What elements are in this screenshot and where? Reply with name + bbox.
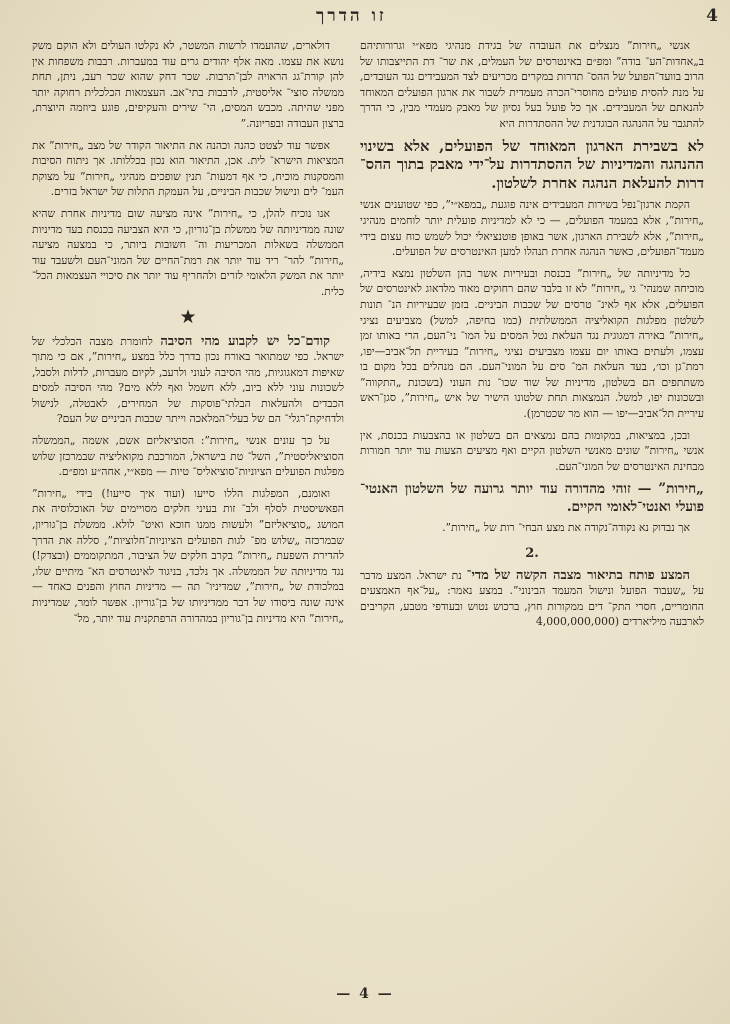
section-number: .2 — [525, 546, 539, 562]
paragraph: כל מדיניותה של „חירות” בכנסת ובעיריות אשר בהן השלטון נמצא בידיה, מוכיחה שמנהי־ גי „חירות” לא זו בלבד שהם רחוקים מאוד מלדאוג לאינטרסים של הפועלים, אלא אף לאינ־ טרסים של שכבות הביניים. בזמן שבעיריות הנ־ תונות לשלטון מפלגות הקואליציה הממשלתית (כמו בחיפה, למשל) מצביעים נציגי „חירות” באירה דמגוגית נגד העלאת נטל המסים על המו־ ני־העם, הרי באותו זמן עצמו, ולעתים באותו יום עצמו מצביעים נציגי „חירות” בעיריית תל־אביב—יפו, רמת־גן וכו׳, בעד העלאת המ־ סים על המוני־העם. הם מנהלים בכל מקום בו משתתפים הם בשלטון, מדיניות של שוד שכו־ נות העוני (בשכונת „התקווה” ובשכונות יפו, למשל. הנמצאות תחת שלטונו הישיר של איש „חירות”, סגן־ראש עיריית תל־אביב—יפו — הוא מר שכטרמן). — [360, 266, 704, 421]
bold-statement: לא בשבירת הארגון המאוחד של הפועלים, אלא בשינוי ההנהגה והמדיניות של ההסתדרות על־ידי מאבק בתוך ההס־ דרות להעלאת הנהגה אחרת לשלטון. — [360, 137, 704, 192]
page-number: — 4 — — [336, 986, 394, 1002]
paragraph: ובכן, במציאות, במקומות בהם נמצאים הם בשלטון או בהצבעות בכנסת, אין אנשי „חירות” שונים מאנשי השלטון הקיים ואף מציעים הצעות עוד יותר חמורות מבחינת האינטרסים של המוני־העם. — [360, 428, 704, 473]
paragraph: על כך עונים אנשי „חירות”: הסוציאליזם אשם, אשמה „הממשלה הסוציאליסטית”, השל־ טת בישראל, המורכבת מקואליציה שבמרכזן שלוש מפלגות הפועלים הציוניות־סוציאליס־ טיות — מפא״י, אחה״ע ומפ״ם. — [32, 434, 344, 479]
header-page-ref: 4 — [706, 6, 718, 26]
paragraph — [360, 568, 704, 630]
paragraph: ואומנם, המפלגות הללו סייעו (ועוד איך סייעו!) בידי „חירות” הפאשיסטית לסלף ולב־ זות בעיני חלקים מסויימים של האוכלוסיה את המושג „סוציאליזם” ולעשות ממנו חוכא ואיט־ לולא. ממשלת בן־גוריון, שבמרכזה „שלוש מפ־ לגות הפועלים הציוניות־חלוציות”, סללה את הדרך להדירת השפעת „חירות” בקרב חלקים של הציבור, המתקוממים (ובצדק!) נגד מדיניותה של הממשלה. אך נלכד, בניגוד לאינטרסים הא־ מיתיים שלו, במלכודת של „חירות”, שמדיניו־ תה — מדיניות החוץ והפנים כאחד — אינה שונה ביסודו של דבר ממדיניותו של בן־גוריון. אפשר לומר, שמדיניות „חירות” היא מדיניות בן־גוריון במהדורה הרפתקנית עוד יותר, מל־ — [32, 486, 344, 625]
lead-in: המצע פותח בתיאור מצבה הקשה של מדי־ — [466, 567, 690, 583]
paragraph — [32, 334, 344, 428]
bold-statement: „חירות” — זוהי מהדורה עוד יותר גרועה של השלטון האנטי־ פועלי ואנטי־לאומי הקיים. — [360, 481, 704, 516]
paragraph: אפשר עוד לצטט כהנה וכהנה את התיאור הקודר של מצב „חירות” את המציאות הישרא־ לית. אכן, התיאור הוא נכון בכללותו. אך ניתוח הסיבות והמסקנות מוכיח, כי אף דמעות־ תנין שופכים מנהיגי „חירות” על מצוקת העמ־ לים ונישול שכבות הביניים, על העמקת התלות של ישראל בזרים. — [32, 138, 344, 199]
star-separator: ★ — [179, 305, 197, 328]
paragraph — [360, 38, 704, 132]
paragraph: הקמת ארגון־נפל בשירות המעבידים אינה פוגעת „במפא״י”, כפי שטוענים אנשי „חירות”, אלא במעמד הפועלים, — כי לא למדיניות פועלית יותר לוחמים מנהיגי „חירות”, אלא לשבירת הארגון, אשר באופן פוטנציאלי יכול לשמש כוח עצום בידי מעמד־הפועלים, כאשר הנהגה אחרת תנהלו למען האינטרסים של הפועלים. — [360, 198, 704, 259]
left-column — [32, 38, 344, 632]
paragraph: דולארים, שהועמדו לרשות המשטר, לא נקלטו העולים ולא הוקם משק נושא את עצמו. מאה אלף יהודים גרים עוד במעברות. רבבות משפחות אין להן קורת־גג הראויה לבן־תרבות. שכר דחק שהוא שכר רעב, ניתן, תחת ממשלה סוצי־ אליסטית, לרבבות בתי־אב. העצמאות הכלכלית רחוקה יותר מפני שהיתה. מכבש המסים, הי־ שירים והעקיפים, פוגע ביוזמה היוצרת, ברצון העבודה ובפריונה.” — [32, 39, 344, 130]
paragraph-text: לחומרת מצבה הכלכלי של ישראל. כפי שמתואר באורח נכון בדרך כלל במצע „חירות”, אם כי מתוך שאיפות דמאגוגיות, מהי הסיבה לעוני ולרעב, לקיום מעברות, לדלות ולסבל, לשכונות עוני ללא ביוב, ללא חשמל ואף ללא מים? מהי הסיבה למסים הכבדים ולהעלאות הבלתי־פוסקות של המחירים, לאבטלה, לנישול ולדחיקת־רגלי־ הם של בעלי־המלאכה וייתר שכבות הביניים של העם? — [32, 334, 344, 426]
page-header — [0, 2, 730, 28]
paragraph: אך נבדוק נא נקודה־נקודה את מצע הבחי־ רות של „חירות”. — [442, 521, 690, 535]
paragraph-text: נת ישראל. המצע מדבר על „שעבוד הפועל ונישול המעמד הבינוני”. במצע נאמר: „על־אף האמצעים החומריים, חסרי התק־ דים ממקורות חוץ, ברכוש נטוש ובעודפי מטבע, הקריבים לארבעה מיליארדים (4,000,000,000 — [360, 568, 704, 629]
lead-in: קודם־כל יש לקבוע מהי הסיבה — [160, 333, 330, 349]
paragraph: אנו נוכיח להלן, כי „חירות” אינה מציעה שום מדיניות אחרת שהיא שונה ממדיניותה של ממשלת בן־גוריון, כי היא הצביעה בכנסת בעד מדיניות הממשלה בשאלות המכריעות וה־ חשובות ביותר, כי במצעה מציעה „חירות” להר־ ריד עוד יותר את רמת־החיים של המוני־העם ולשעבד עוד יותר את המשק הלאומי לזרים ולהחריף עוד יותר את סיכויי העצמאות הכל־ כלית. — [32, 206, 344, 298]
right-column — [360, 38, 704, 636]
running-title: זו הדרך — [316, 6, 387, 26]
paragraph-text: אנשי „חירות” מנצלים את העובדה של בגידת מנהיגי מפא״י וגרורותיהם ב„אחדות־הע־ בודה” ומפ״ם באינטרסים של העמלים, את שר־ דת התייצבותו של הרוב בוועד־הפועל של ההס־ תדרות במקרים מכריעים לצד המעבידים נגד העובדים, על מנת להסית פועלים מחוסרי־הכרה מעמדית לשבור את ארגון הפועלים המאוחד להנאתם של המעבידים. אך כל פועל בעל נסיון של מאבק מעמדי מבין, כי הדרך להתגבר על ההנהגה הבוגדנית של ההסתדרות היא — [360, 39, 704, 130]
